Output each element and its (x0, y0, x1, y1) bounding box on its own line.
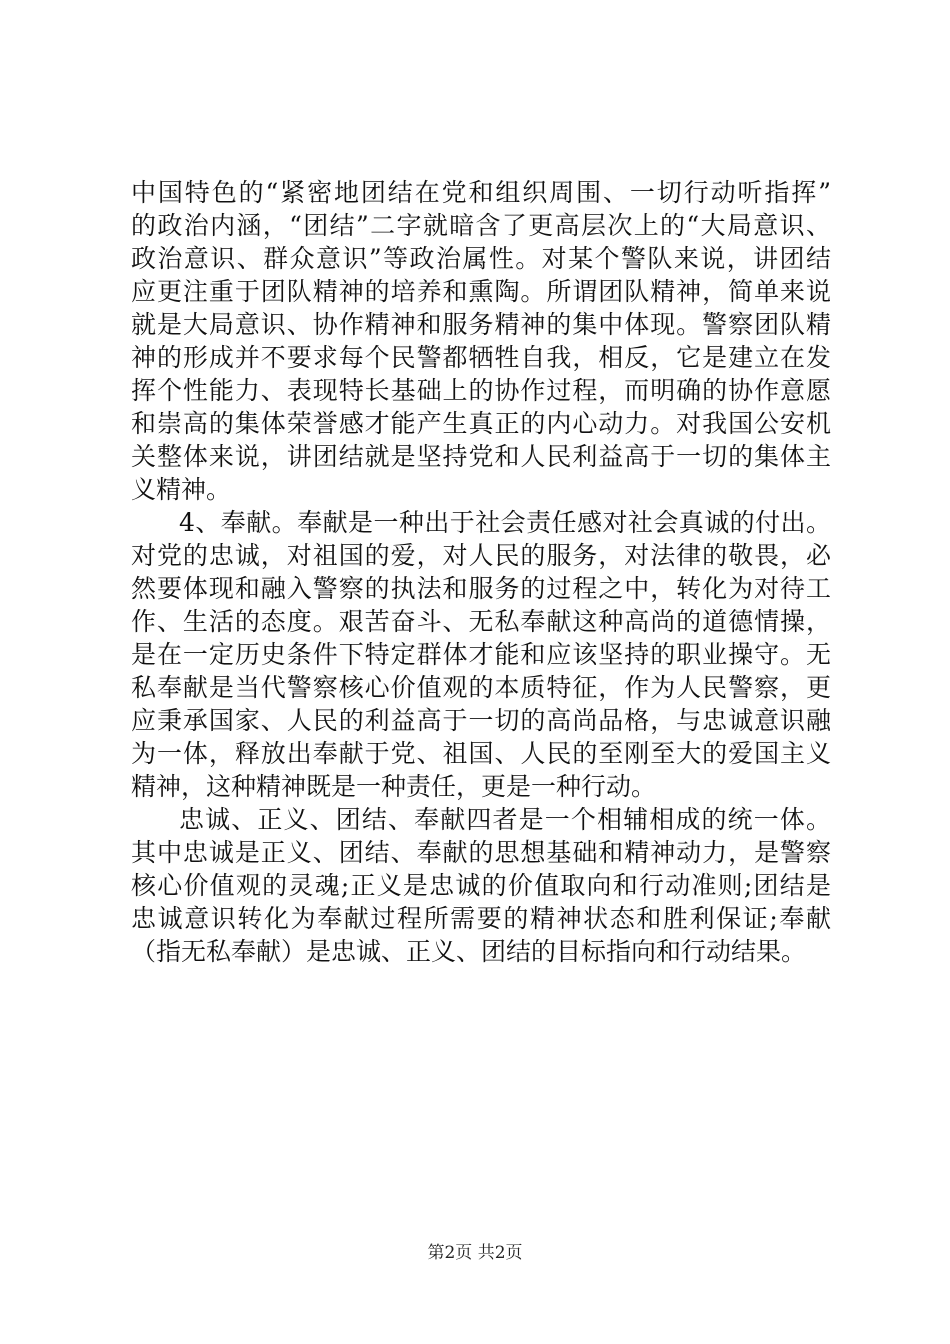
text-line: 挥个性能力、表现特长基础上的协作过程，而明确的协作意愿 (131, 376, 831, 405)
text-line: 核心价值观的灵魂;正义是忠诚的价值取向和行动准则;团结是 (131, 871, 831, 900)
text-line: 为一体，释放出奉献于党、祖国、人民的至刚至大的爱国主义 (131, 739, 831, 768)
text-line: 是在一定历史条件下特定群体才能和应该坚持的职业操守。无 (131, 640, 831, 669)
text-line: 其中忠诚是正义、团结、奉献的思想基础和精神动力，是警察 (131, 838, 831, 867)
text-line: 4、奉献。奉献是一种出于社会责任感对社会真诚的付出。 (179, 508, 831, 537)
text-line: 义精神。 (131, 475, 232, 504)
page-number-footer: 第2页 共2页 (427, 1243, 523, 1263)
text-line: （指无私奉献）是忠诚、正义、团结的目标指向和行动结果。 (131, 937, 807, 966)
text-line: 然要体现和融入警察的执法和服务的过程之中，转化为对待工 (131, 574, 831, 603)
text-line: 政治意识、群众意识”等政治属性。对某个警队来说，讲团结 (131, 244, 831, 273)
text-line: 就是大局意识、协作精神和服务精神的集中体现。警察团队精 (131, 310, 831, 339)
text-line: 的政治内涵，“团结”二字就暗含了更高层次上的“大局意识、 (131, 211, 831, 240)
text-line: 作、生活的态度。艰苦奋斗、无私奉献这种高尚的道德情操， (131, 607, 831, 636)
text-line: 应秉承国家、人民的利益高于一切的高尚品格，与忠诚意识融 (131, 706, 831, 735)
text-line: 应更注重于团队精神的培养和熏陶。所谓团队精神，简单来说 (131, 277, 831, 306)
text-line: 关整体来说，讲团结就是坚持党和人民利益高于一切的集体主 (131, 442, 831, 471)
text-line: 忠诚意识转化为奉献过程所需要的精神状态和胜利保证;奉献 (131, 904, 831, 933)
document-body (131, 176, 831, 968)
text-line: 忠诚、正义、团结、奉献四者是一个相辅相成的统一体。 (179, 805, 831, 834)
text-line: 神的形成并不要求每个民警都牺牲自我，相反，它是建立在发 (131, 343, 831, 372)
text-line: 中国特色的“紧密地团结在党和组织周围、一切行动听指挥” (131, 178, 831, 207)
text-line: 精神，这种精神既是一种责任，更是一种行动。 (131, 772, 657, 801)
text-line: 和崇高的集体荣誉感才能产生真正的内心动力。对我国公安机 (131, 409, 831, 438)
text-line: 对党的忠诚，对祖国的爱，对人民的服务，对法律的敬畏，必 (131, 541, 831, 570)
text-line: 私奉献是当代警察核心价值观的本质特征，作为人民警察，更 (131, 673, 831, 702)
